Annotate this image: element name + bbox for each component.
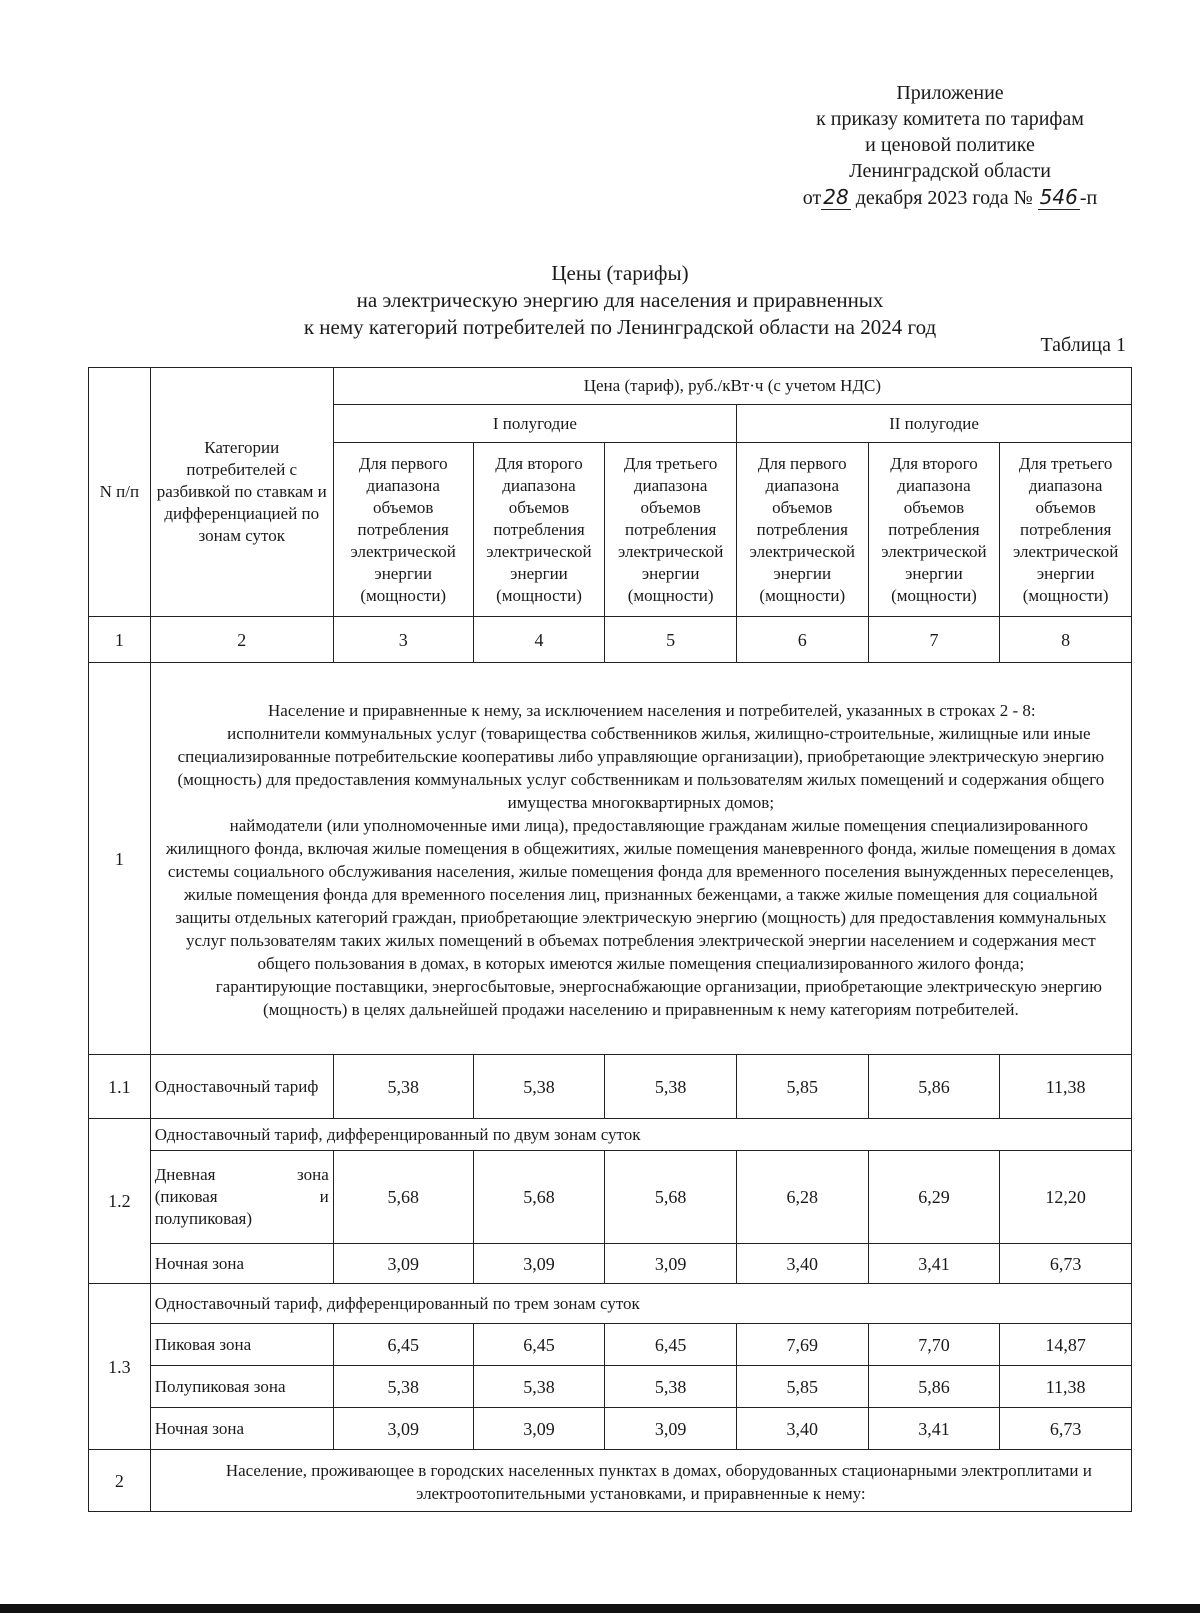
paragraph: Население и приравненные к нему, за исключением населения и потребителей, указанных в строках 2 - 8: <box>268 700 1036 720</box>
appendix-line: и ценовой политике <box>865 134 1035 156</box>
header-half-2: II полугодие <box>736 405 1131 443</box>
column-number: 4 <box>473 617 605 663</box>
paragraph: гарантирующие поставщики, энергосбытовые, энергоснабжающие организации, приобретающие электрическую энергию (мощность) в целях дальнейшей продажи населению и приравненным к нему категориям потребителей. <box>215 976 1102 1019</box>
title-line: на электрическую энергию для населения и приравненных <box>356 288 884 312</box>
tariff-value: 3,09 <box>473 1408 605 1450</box>
label-part: полупиковая) <box>154 1209 252 1228</box>
order-day: 28 <box>823 185 849 209</box>
paragraph: Население, проживающее в городских населенных пунктах в домах, оборудованных стационарными электроплитами и электроотопительными установками, и приравненные к нему: <box>225 1460 1092 1503</box>
appendix-header <box>770 80 1130 211</box>
tariff-value: 5,85 <box>736 1055 868 1119</box>
tariff-value: 6,45 <box>605 1324 737 1366</box>
tariff-value: 5,38 <box>473 1055 605 1119</box>
tariff-value: 5,68 <box>333 1151 473 1244</box>
tariff-value: 5,38 <box>333 1055 473 1119</box>
night-zone-label: Ночная зона <box>150 1408 333 1450</box>
peak-zone-label: Пиковая зона <box>150 1324 333 1366</box>
tariff-value: 3,40 <box>736 1408 868 1450</box>
date-prefix: от <box>802 187 822 209</box>
date-middle: декабря 2023 года № <box>855 187 1033 209</box>
document-title <box>140 260 1100 341</box>
header-range-2: Для второго диапазона объемов потребления электрической энергии (мощности) <box>868 443 1000 617</box>
tariff-value: 5,68 <box>605 1151 737 1244</box>
tariff-table <box>88 367 1132 1512</box>
column-number: 8 <box>1000 617 1132 663</box>
header-range-2: Для второго диапазона объемов потребления электрической энергии (мощности) <box>473 443 605 617</box>
column-number: 5 <box>605 617 737 663</box>
tariff-value: 5,38 <box>605 1366 737 1408</box>
label-part: зона <box>297 1165 329 1184</box>
tariff-value: 3,09 <box>605 1244 737 1284</box>
row-number: 1 <box>89 663 151 1055</box>
tariff-value: 14,87 <box>1000 1324 1132 1366</box>
order-number: 546 <box>1039 185 1078 209</box>
header-price: Цена (тариф), руб./кВт·ч (с учетом НДС) <box>333 368 1131 405</box>
title-line: к нему категорий потребителей по Ленинградской области на 2024 год <box>303 315 937 339</box>
row-label: Одноставочный тариф <box>150 1055 333 1119</box>
tariff-value: 3,09 <box>473 1244 605 1284</box>
paragraph: исполнители коммунальных услуг (товарищества собственников жилья, жилищно-строительные, жилищные или иные специализированные потребительские кооперативы либо управляющие организации), приобретающие электрическую энергию (мощность) для предоставления коммунальных услуг собственникам и пользователям жилых помещений и содержания общего имущества многоквартирных домов; <box>177 723 1105 812</box>
header-n: N п/п <box>89 368 151 617</box>
tariff-value: 5,68 <box>473 1151 605 1244</box>
tariff-value: 6,29 <box>868 1151 1000 1244</box>
tariff-value: 5,86 <box>868 1366 1000 1408</box>
column-number: 6 <box>736 617 868 663</box>
semipeak-zone-label: Полупиковая зона <box>150 1366 333 1408</box>
tariff-value: 7,69 <box>736 1324 868 1366</box>
label-part: Дневная <box>154 1165 216 1184</box>
header-range-3: Для третьего диапазона объемов потребления электрической энергии (мощности) <box>605 443 737 617</box>
appendix-line: Приложение <box>896 82 1004 104</box>
tariff-value: 3,41 <box>868 1408 1000 1450</box>
order-date-line <box>770 184 1130 211</box>
tariff-value: 6,45 <box>333 1324 473 1366</box>
tariff-value: 7,70 <box>868 1324 1000 1366</box>
tariff-value: 5,38 <box>473 1366 605 1408</box>
tariff-value: 6,73 <box>1000 1408 1132 1450</box>
row-label: Одноставочный тариф, дифференцированный по двум зонам суток <box>150 1119 1131 1151</box>
column-number: 1 <box>89 617 151 663</box>
title-line: Цены (тарифы) <box>551 261 689 285</box>
tariff-value: 5,38 <box>333 1366 473 1408</box>
table-label: Таблица 1 <box>1040 334 1126 356</box>
section-1-description <box>150 663 1131 1055</box>
row-number: 1.2 <box>89 1119 151 1284</box>
column-number: 3 <box>333 617 473 663</box>
section-2-description <box>150 1450 1131 1512</box>
tariff-value: 5,85 <box>736 1366 868 1408</box>
scan-edge <box>0 1604 1200 1613</box>
row-number: 1.3 <box>89 1284 151 1450</box>
appendix-line: Ленинградской области <box>849 160 1051 182</box>
header-range-1: Для первого диапазона объемов потребления электрической энергии (мощности) <box>333 443 473 617</box>
header-range-3: Для третьего диапазона объемов потребления электрической энергии (мощности) <box>1000 443 1132 617</box>
header-categories: Категории потребителей с разбивкой по ставкам и дифференциацией по зонам суток <box>150 368 333 617</box>
tariff-value: 6,45 <box>473 1324 605 1366</box>
tariff-value: 12,20 <box>1000 1151 1132 1244</box>
label-part: (пиковая <box>154 1187 218 1206</box>
appendix-line: к приказу комитета по тарифам <box>816 108 1084 130</box>
tariff-value: 3,09 <box>333 1244 473 1284</box>
header-range-1: Для первого диапазона объемов потребления электрической энергии (мощности) <box>736 443 868 617</box>
tariff-value: 6,28 <box>736 1151 868 1244</box>
header-half-1: I полугодие <box>333 405 736 443</box>
tariff-value: 3,41 <box>868 1244 1000 1284</box>
order-suffix: -п <box>1079 187 1098 209</box>
tariff-value: 3,09 <box>605 1408 737 1450</box>
day-zone-label <box>150 1151 333 1244</box>
row-number: 1.1 <box>89 1055 151 1119</box>
column-number: 7 <box>868 617 1000 663</box>
tariff-value: 11,38 <box>1000 1055 1132 1119</box>
paragraph: наймодатели (или уполномоченные ими лица), предоставляющие гражданам жилые помещения специализированного жилищного фонда, включая жилые помещения в общежитиях, жилые помещения маневренного фонда, жилые помещения в домах системы социального обслуживания населения, жилые помещения фонда для временного поселения вынужденных переселенцев, жилые помещения фонда для временного поселения лиц, признанных беженцами, а также жилые помещения для социальной защиты отдельных категорий граждан, приобретающие электрическую энергию (мощность) для предоставления коммунальных услуг пользователям таких жилых помещений в объемах потребления электрической энергии населением и содержания мест общего пользования в домах, в которых имеются жилые помещения специализированного жилого фонда; <box>165 815 1116 973</box>
tariff-value: 5,38 <box>605 1055 737 1119</box>
night-zone-label: Ночная зона <box>150 1244 333 1284</box>
tariff-value: 3,09 <box>333 1408 473 1450</box>
tariff-value: 6,73 <box>1000 1244 1132 1284</box>
column-number: 2 <box>150 617 333 663</box>
row-label: Одноставочный тариф, дифференцированный по трем зонам суток <box>150 1284 1131 1324</box>
label-part: и <box>319 1187 329 1206</box>
tariff-value: 3,40 <box>736 1244 868 1284</box>
tariff-value: 5,86 <box>868 1055 1000 1119</box>
row-number: 2 <box>89 1450 151 1512</box>
tariff-value: 11,38 <box>1000 1366 1132 1408</box>
